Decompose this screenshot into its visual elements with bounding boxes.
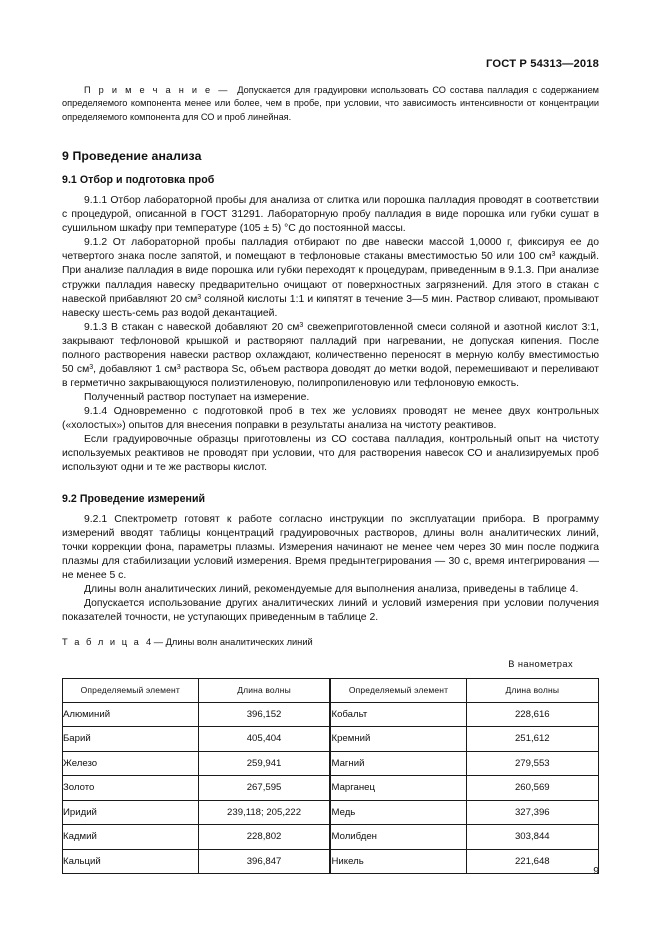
cell-element-right: Магний [330,751,466,776]
note-paragraph [62,84,599,124]
paragraph-9-1-3 [62,321,599,391]
section-heading-9-1: 9.1 Отбор и подготовка проб [62,174,215,187]
cell-wavelength-left: 396,847 [198,849,330,874]
cell-element-right: Кремний [330,727,466,752]
table-row [63,776,599,801]
column-header-element-left: Определяемый элемент [63,678,199,702]
cell-wavelength-left: 259,941 [198,751,330,776]
table-units-note [62,659,599,669]
paragraph-9-2-1-table-ref: Длины волн аналитических линий, рекомендуемые для выполнения анализа, приведены в таблице 4. [84,584,579,596]
table-row [63,800,599,825]
cell-element-left: Золото [63,776,199,801]
cell-element-left: Кальций [63,849,199,874]
column-header-element-right: Определяемый элемент [330,678,466,702]
section-heading-9-2: 9.2 Проведение измерений [62,493,206,506]
cell-wavelength-right: 303,844 [466,825,598,850]
page-number: 9 [593,866,599,877]
superscript-cube: 3 [551,251,556,259]
table-body [63,702,599,874]
section-heading-9: 9 Проведение анализа [62,149,202,164]
table-units-text: В нанометрах [508,658,573,669]
paragraph-9-1-3-part-b: свежеприготовленной смеси соляной и азотной кислот 3:1, закрывают тефлоновой крышкой и растворяют палладий при нагревании, не допуская кипения. После полного растворения навески раствор охлаждают, количественно переносят в мерную колбу вместимостью 50 см [62,321,599,375]
column-header-wavelength-left: Длина волны [198,678,330,702]
paragraph-9-1-2-part-b: каждый. При анализе палладия в виде порошка или губки переходят к процедурам, приведенным в 9.1.3. При анализе стружки палладия навеску предварительно очищают от поверхностных загрязнений. Для этого в стакан с навеской прибавляют 20 см [62,251,600,305]
standard-designation-header: ГОСТ Р 54313—2018 [486,58,599,70]
table-caption-number: 4 [145,636,152,647]
cell-wavelength-right: 279,553 [466,751,598,776]
cell-element-left: Железо [63,751,199,776]
cell-wavelength-left: 239,118; 205,222 [198,800,330,825]
table-caption-label: Т а б л и ц а [62,636,141,647]
paragraph-9-1-2-part-a: 9.1.2 От лабораторной пробы палладия отбирают по две навески массой 1,0000 г, фиксируя ее до четвертого знака после запятой, и помещают в тефлоновые стаканы вместимостью 50 или 100 см [62,237,599,263]
note-label: П р и м е ч а н и е — [84,85,230,95]
table-row [63,849,599,874]
paragraph-9-1-3-closing: Полученный раствор поступает на измерение. [84,391,310,403]
text-column [62,84,599,874]
cell-element-left: Кадмий [63,825,199,850]
table-header-row [63,678,599,702]
paragraph-9-1-2 [62,236,599,320]
superscript-cube: 3 [89,363,94,371]
cell-wavelength-left: 267,595 [198,776,330,801]
cell-wavelength-right: 327,396 [466,800,598,825]
table-row [63,751,599,776]
paragraph-9-2-1-alt-lines: Допускается использование других аналитических линий и условий измерения при условии получения показателей точности, не уступающих приведенным в таблице 2. [62,598,599,624]
paragraph-9-2-1: 9.2.1 Спектрометр готовят к работе согласно инструкции по эксплуатации прибора. В программу измерений вводят таблицы концентраций градуировочных растворов, длины волн аналитических линий, точки коррекции фона, параметры плазмы. Измерения начинают не менее чем через 30 мин после поджига плазмы для стабилизации условий измерения. Время предынтегрирования — 30 с, время интегрирования — не менее 5 с. [62,514,599,582]
wavelengths-table [62,678,599,875]
cell-element-left: Барий [63,727,199,752]
cell-wavelength-right: 251,612 [466,727,598,752]
cell-element-left: Алюминий [63,702,199,727]
paragraph-9-1-1: 9.1.1 Отбор лабораторной пробы для анализа от слитка или порошка палладия проводят в соответствии с процедурой, описанной в ГОСТ 31291. Лабораторную пробу палладия в виде порошка или губки сушат в сушильном шкафу при температуре (105 ± 5) °C до постоянной массы. [62,195,599,235]
paragraph-9-1-3-part-a: 9.1.3 В стакан с навеской добавляют 20 см [84,321,300,333]
paragraph-9-1-4: 9.1.4 Одновременно с подготовкой проб в тех же условиях проводят не менее двух контрольных («холостых») опытов для внесения поправки в результаты анализа на чистоту реактивов. [62,405,599,431]
superscript-cube: 3 [176,363,181,371]
paragraph-9-1-3-part-c: , добавляют 1 см [93,363,177,375]
cell-wavelength-left: 405,404 [198,727,330,752]
cell-wavelength-right: 221,648 [466,849,598,874]
cell-element-right: Марганец [330,776,466,801]
cell-element-right: Кобальт [330,702,466,727]
cell-element-right: Молибден [330,825,466,850]
cell-element-right: Никель [330,849,466,874]
column-header-wavelength-right: Длина волны [466,678,598,702]
superscript-cube: 3 [197,293,202,301]
cell-wavelength-left: 228,802 [198,825,330,850]
cell-wavelength-left: 396,152 [198,702,330,727]
table-row [63,702,599,727]
cell-wavelength-right: 228,616 [466,702,598,727]
cell-element-left: Иридий [63,800,199,825]
table-row [63,825,599,850]
table-caption [62,636,599,649]
paragraph-9-1-2-part-c: соляной кислоты 1:1 и кипятят в течение 3—5 мин. Раствор сливают, промывают навеску шесть-семь раз водой декантацией. [62,293,599,319]
table-caption-text: — Длины волн аналитических линий [153,636,313,647]
cell-wavelength-right: 260,569 [466,776,598,801]
paragraph-9-1-3-part-d: раствора Sc, объем раствора доводят до метки водой, перемешивают и переливают в герметично закрывающуюся полиэтиленовую, полипропиленовую или тефлоновую емкость. [62,363,600,389]
cell-element-right: Медь [330,800,466,825]
note-text: Допускается для градуировки использовать СО состава палладия с содержанием определяемого компонента менее или более, чем в пробе, при условии, что зависимость интенсивности от концентрации определяемого компонента для СО и проб линейная. [62,85,599,122]
table-row [63,727,599,752]
superscript-cube: 3 [299,321,304,329]
paragraph-9-1-4-continued: Если градуировочные образцы приготовлены из СО состава палладия, контрольный опыт на чистоту используемых реактивов не проводят при условии, что для растворения навесок СО и анализируемых проб используют одни и те же растворы кислот. [62,434,599,474]
